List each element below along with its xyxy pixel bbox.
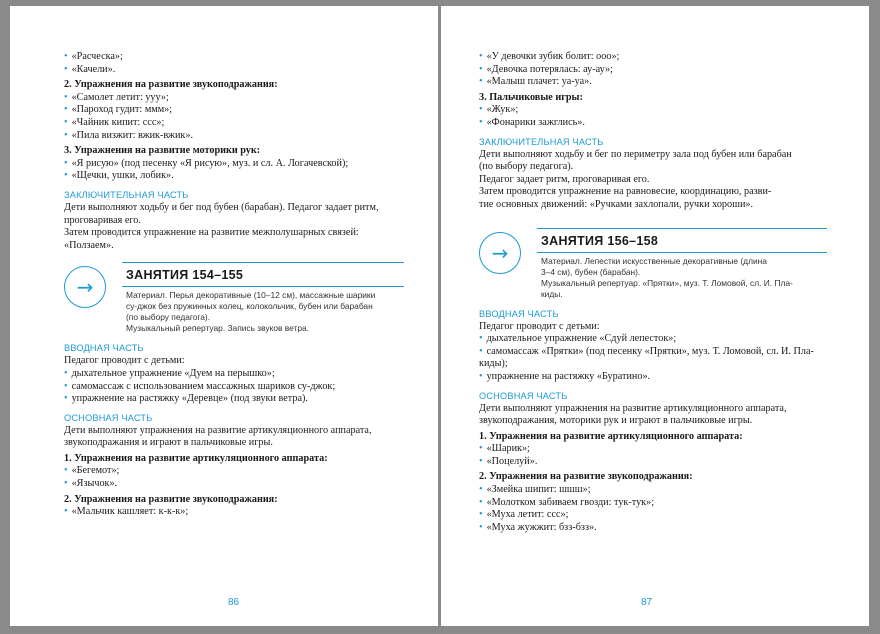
list-item: • «Я рисую» (под песенку «Я рисую», муз. и сл. А. Логачевской); (64, 158, 404, 171)
lesson-meta-line: Материал. Лепестки искусственные декоративные (длина (541, 255, 767, 266)
section-heading: ЗАКЛЮЧИТЕЛЬНАЯ ЧАСТЬ (64, 189, 189, 200)
list-item: • самомассаж с использованием массажных шариков су-джок; (64, 381, 404, 394)
list-item: • «Язычок». (64, 478, 404, 491)
list-item: • «Шарик»; (479, 443, 827, 456)
paragraph-line: Дети выполняют упражнения на развитие артикуляционного аппарата, (479, 402, 787, 414)
left-text-block-2 (64, 342, 404, 519)
left-text-block-1 (64, 51, 404, 252)
subheading: 3. Пальчиковые игры: (479, 91, 583, 103)
page-number: 86 (228, 597, 240, 608)
list-item: • «Молотком забиваем гвозди: тук-тук»; (479, 497, 827, 510)
list-item: • «Змейка шипит: шшш»; (479, 484, 827, 497)
paragraph-line: Дети выполняют ходьбу и бег под бубен (барабан). Педагог задает ритм, (64, 201, 379, 213)
arrow-right-icon: → (479, 232, 521, 274)
subheading: 1. Упражнения на развитие артикуляционного аппарата: (479, 430, 743, 442)
left-content (64, 51, 404, 519)
list-item: • «Бегемот»; (64, 465, 404, 478)
list-item: • «Девочка потерялась: ау-ау»; (479, 64, 827, 77)
paragraph-line: Педагог задает ритм, проговаривая его. (479, 173, 650, 185)
subheading: 2. Упражнения на развитие звукоподражания: (479, 471, 693, 483)
section-heading: ВВОДНАЯ ЧАСТЬ (479, 308, 559, 319)
paragraph-line: «Ползаем». (64, 239, 114, 251)
subheading: 1. Упражнения на развитие артикуляционного аппарата: (64, 452, 328, 464)
list-item: • «Муха летит: ссс»; (479, 509, 827, 522)
lesson-meta-line: Музыкальный репертуар. «Прятки», муз. Т. Ломовой, сл. И. Пла- (541, 277, 793, 288)
list-item: • «Мальчик кашляет: к-к-к»; (64, 506, 404, 519)
list-item: • «Качели». (64, 64, 404, 77)
subheading: 3. Упражнения на развитие моторики рук: (64, 145, 261, 157)
lesson-title: ЗАНЯТИЯ 156–158 (537, 228, 827, 253)
list-item: • «Малыш плачет: уа-уа». (479, 76, 827, 89)
section-heading: ВВОДНАЯ ЧАСТЬ (64, 343, 144, 354)
subheading: 2. Упражнения на развитие звукоподражания: (64, 493, 278, 505)
paragraph-line: Дети выполняют упражнения на развитие артикуляционного аппарата, (64, 424, 372, 436)
list-item: • «Чайник кипит: ссс»; (64, 117, 404, 130)
list-item: • упражнение на растяжку «Буратино». (479, 371, 827, 384)
right-content (479, 51, 827, 534)
list-item: • «Жук»; (479, 104, 827, 117)
lesson-meta (126, 290, 404, 334)
list-item: • самомассаж «Прятки» (под песенку «Прятки», муз. Т. Ломовой, сл. И. Пла- (479, 346, 827, 359)
paragraph-line: звукоподражания и играют в пальчиковые игры. (64, 437, 273, 449)
list-item: • «Фонарики зажглись». (479, 117, 827, 130)
list-item: • дыхательное упражнение «Сдуй лепесток»; (479, 333, 827, 346)
right-page (441, 6, 869, 626)
paragraph-line: киды); (479, 358, 508, 370)
list-item: • «Самолет летит: ууу»; (64, 92, 404, 105)
paragraph-line: Дети выполняют ходьбу и бег по периметру зала под бубен или барабан (479, 148, 792, 160)
list-item: • «Расческа»; (64, 51, 404, 64)
list-item: • «Пароход гудит: ммм»; (64, 104, 404, 117)
list-item: • «У девочки зубик болит: ооо»; (479, 51, 827, 64)
subheading: 2. Упражнения на развитие звукоподражания: (64, 79, 278, 91)
lesson-block-154 (64, 262, 404, 336)
list-item: • «Пила визжит: вжик-вжик». (64, 130, 404, 143)
lesson-meta (541, 256, 827, 300)
paragraph-line: (по выбору педагога). (479, 161, 574, 173)
paragraph-line: Затем проводится упражнение на равновесие, координацию, разви- (479, 186, 772, 198)
list-item: • «Щечки, ушки, лобик». (64, 170, 404, 183)
paragraph-line: Педагог проводит с детьми: (64, 355, 185, 367)
lesson-meta-line: (по выбору педагога). (126, 312, 211, 323)
lesson-meta-line: киды. (541, 288, 563, 299)
paragraph-line: проговаривая его. (64, 214, 141, 226)
paragraph-line: Педагог проводит с детьми: (479, 320, 600, 332)
arrow-right-icon: → (64, 266, 106, 308)
right-text-block-1 (479, 51, 827, 212)
lesson-meta-line: су-джок без пружинных колец, колокольчик, бубен или барабан (126, 301, 373, 312)
section-heading: ОСНОВНАЯ ЧАСТЬ (479, 390, 568, 401)
page-number: 87 (641, 597, 653, 608)
section-heading: ЗАКЛЮЧИТЕЛЬНАЯ ЧАСТЬ (479, 136, 604, 147)
section-heading: ОСНОВНАЯ ЧАСТЬ (64, 412, 153, 423)
lesson-block-156 (479, 228, 827, 302)
list-item: • дыхательное упражнение «Дуем на перышко»; (64, 368, 404, 381)
paragraph-line: тие основных движений: «Ручками захлопали, ручки хороши». (479, 198, 754, 210)
lesson-meta-line: 3–4 см), бубен (барабан). (541, 266, 641, 277)
lesson-meta-line: Музыкальный репертуар. Запись звуков ветра. (126, 323, 310, 334)
paragraph-line: Затем проводится упражнение на развитие межполушарных связей: (64, 227, 359, 239)
list-item: • упражнение на растяжку «Деревце» (под звуки ветра). (64, 393, 404, 406)
paragraph-line: звукоподражания, моторики рук и играют в пальчиковые игры. (479, 415, 753, 427)
list-item: • «Муха жужжит: бзз-бзз». (479, 522, 827, 535)
lesson-title: ЗАНЯТИЯ 154–155 (122, 262, 404, 287)
left-page (10, 6, 438, 626)
right-text-block-2 (479, 308, 827, 535)
list-item: • «Поцелуй». (479, 456, 827, 469)
lesson-meta-line: Материал. Перья декоративные (10–12 см), массажные шарики (126, 290, 376, 301)
